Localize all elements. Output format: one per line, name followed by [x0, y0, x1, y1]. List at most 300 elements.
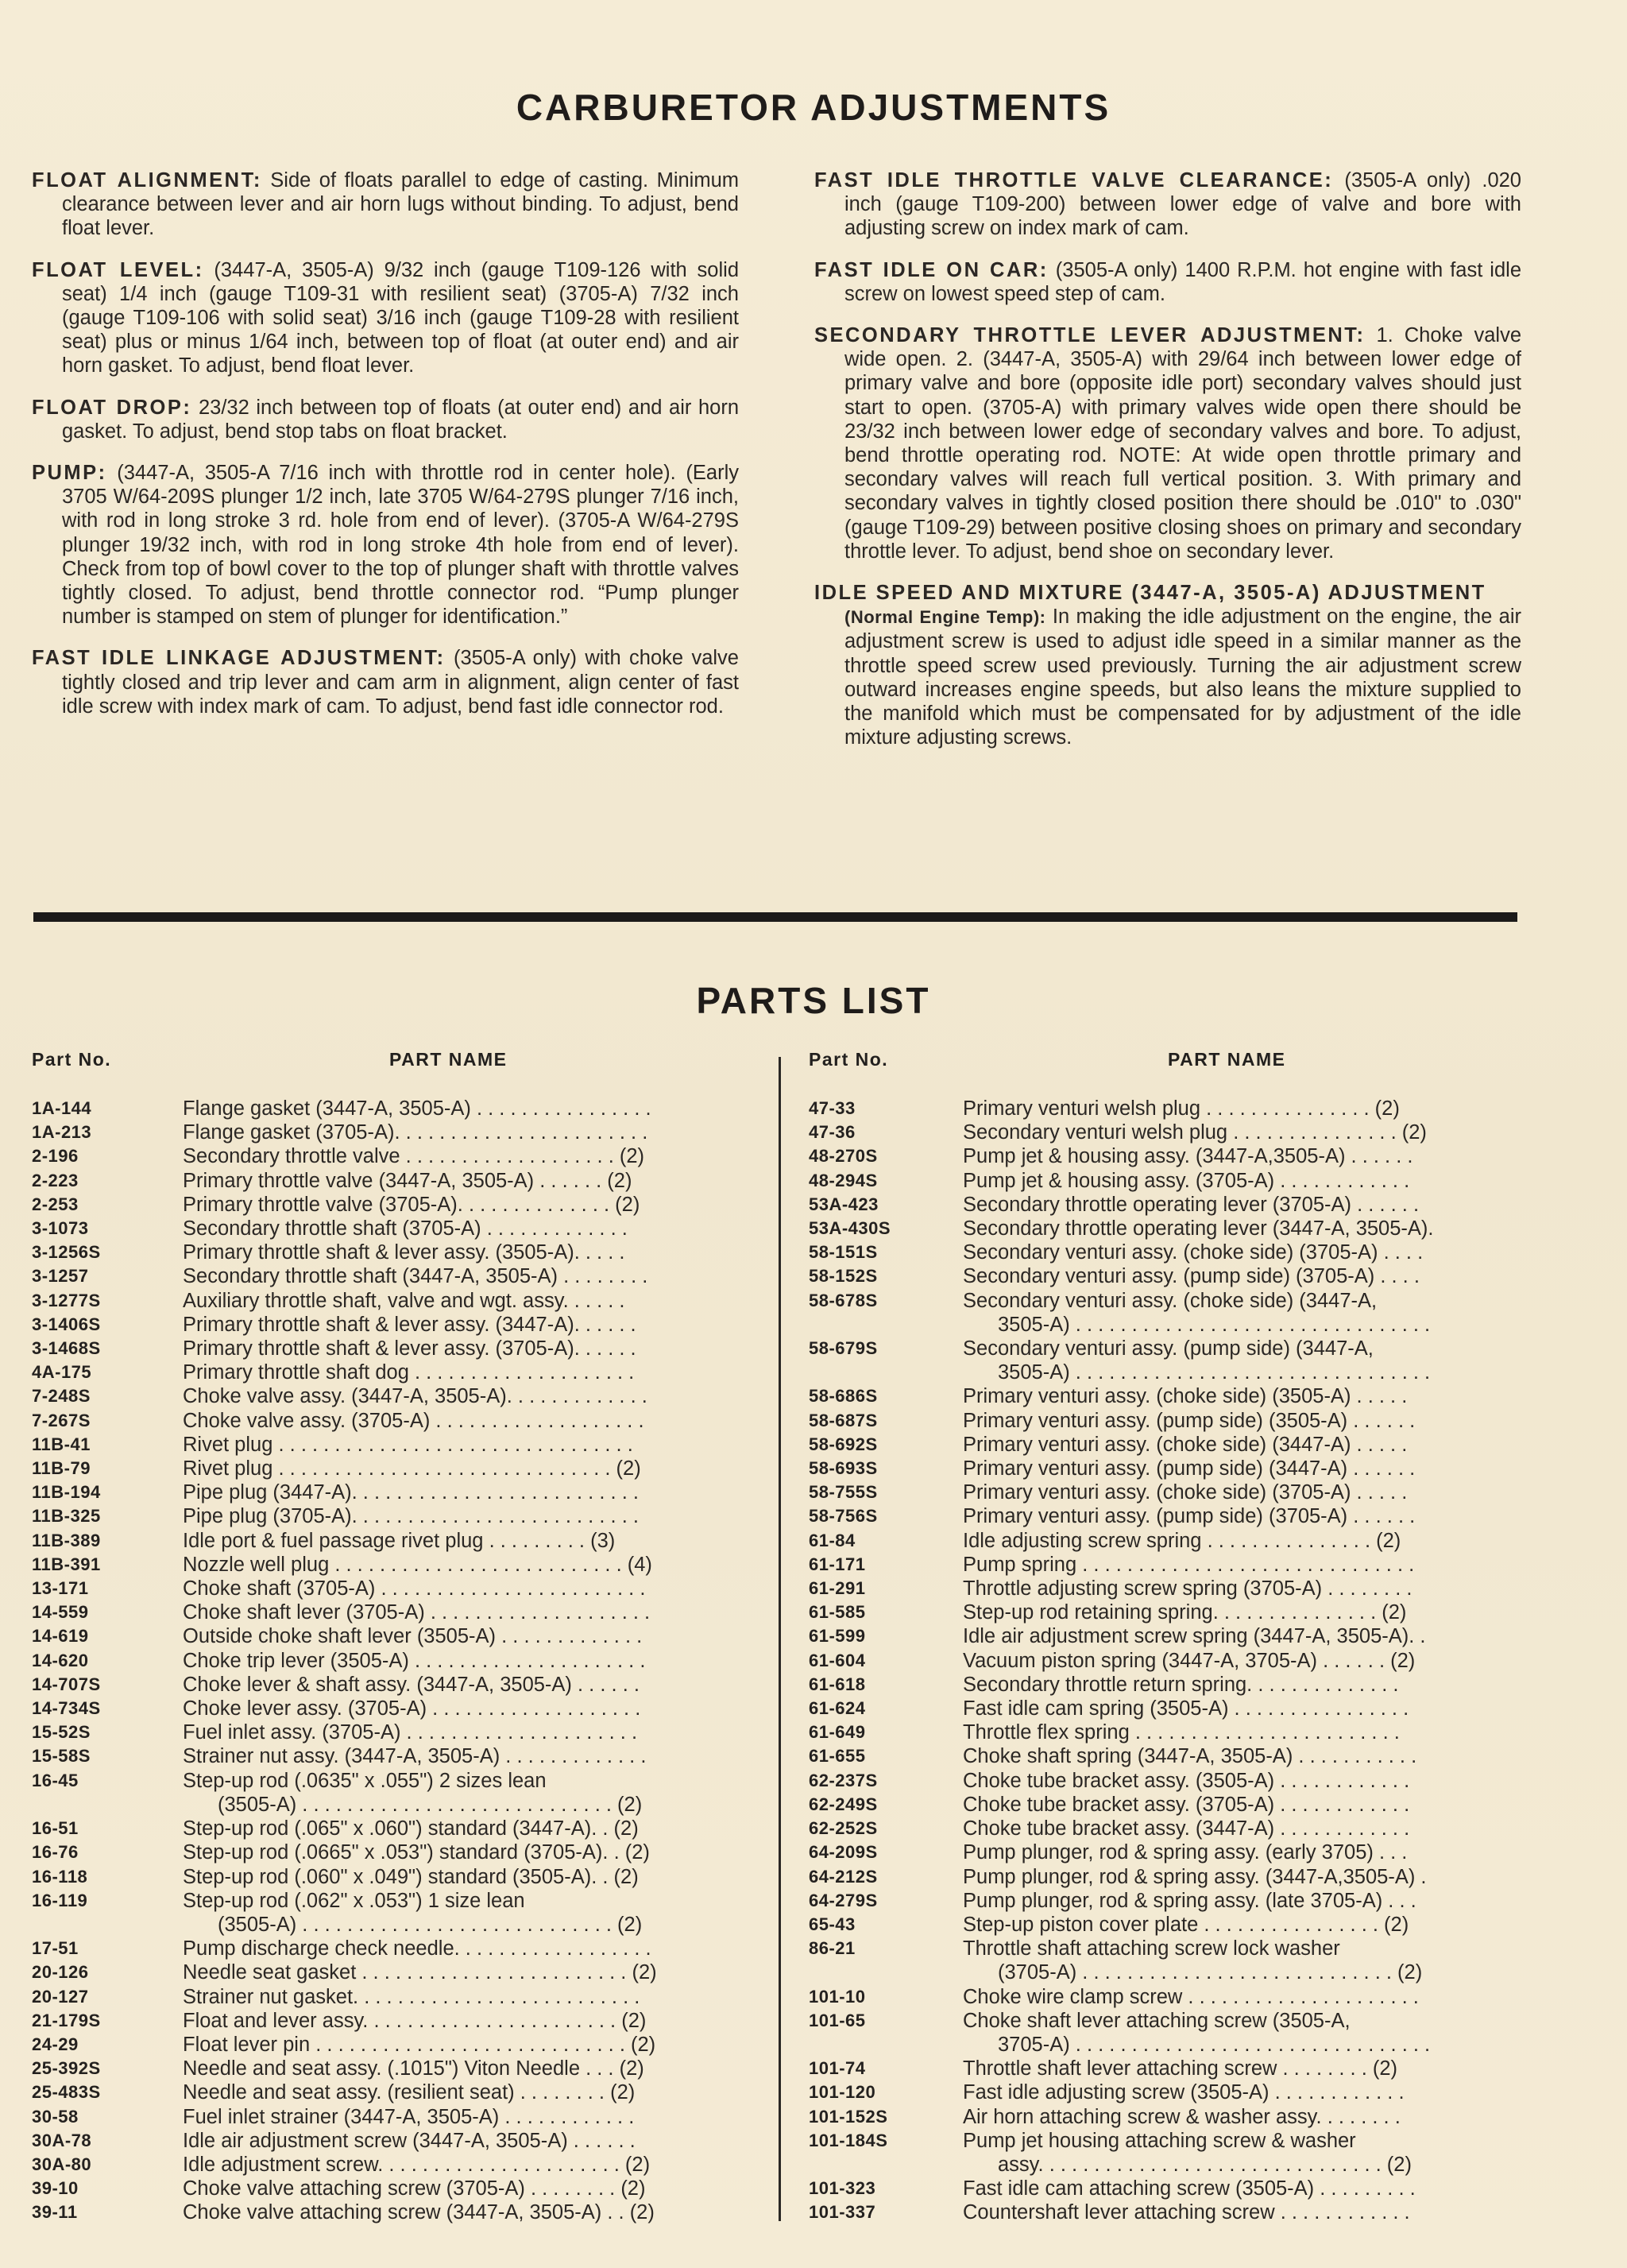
- part-name: [183, 1217, 747, 1240]
- part-name-line: Pump spring . . . . . . . . . . . . . . . . . . . . . . . . . . . . . .: [963, 1553, 1415, 1576]
- part-number: 61-649: [809, 1722, 866, 1743]
- part-name: [963, 1913, 1524, 1937]
- part-number: 7-267S: [32, 1410, 91, 1430]
- part-name-line: Choke valve assy. (3447-A, 3505-A). . . . . . . . . . . . .: [183, 1385, 647, 1408]
- part-number: 2-223: [32, 1170, 79, 1190]
- part-name: [183, 1817, 747, 1840]
- adjustment-text: 1. Choke valve wide open. 2. (3447-A, 3505-A) with 29/64 inch between lower edge of primary valve and bore (opposite idle port) secondary valves should just start to open. (3705-A) with primary valves wide open there should be 23/32 inch between lower edge of secondary valves and bore. To adjust, bend throttle operating rod. NOTE: At wide open throttle primary and secondary valves will reach full vertical position. 3. With primary and secondary valves in tightly closed position there should be .010" to .030" (gauge T109-29) between positive closing shoes on primary and secondary throttle lever. To adjust, bend shoe on secondary lever.: [844, 324, 1521, 563]
- parts-row: [32, 1624, 747, 1648]
- parts-row: [809, 2105, 1524, 2129]
- part-name: [183, 1337, 747, 1360]
- part-number: 11B-391: [32, 1554, 101, 1574]
- parts-row: [32, 1217, 747, 1240]
- part-name-line: Outside choke shaft lever (3505-A) . . . . . . . . . . . . .: [183, 1625, 643, 1648]
- section-divider-rule: [33, 912, 1517, 922]
- part-name-line: Choke valve attaching screw (3447-A, 3505-A) . . (2): [183, 2201, 655, 2224]
- part-name-line: Step-up rod retaining spring. . . . . . . . . . . . . . . (2): [963, 1601, 1407, 1624]
- adjustment-label: FLOAT LEVEL:: [32, 258, 204, 281]
- parts-row: [809, 1193, 1524, 1217]
- parts-row: [809, 1384, 1524, 1408]
- part-name: [963, 2105, 1524, 2129]
- adjustment-label: PUMP:: [32, 462, 107, 485]
- parts-row: [809, 1457, 1524, 1480]
- part-name: [963, 2080, 1524, 2104]
- parts-row: [809, 1409, 1524, 1433]
- part-name: [183, 1960, 747, 1984]
- part-name: [963, 2200, 1524, 2224]
- part-name-line: Choke lever & shaft assy. (3447-A, 3505-A) . . . . . .: [183, 1673, 640, 1696]
- part-number: 58-755S: [809, 1482, 878, 1503]
- right-part-name-header: PART NAME: [1168, 1049, 1286, 1070]
- part-name: [963, 1289, 1524, 1337]
- part-name: [183, 2200, 747, 2224]
- part-number: 61-171: [809, 1554, 866, 1574]
- parts-row: [32, 1289, 747, 1313]
- part-name: [963, 1457, 1524, 1480]
- parts-list-right: [809, 1097, 1524, 2225]
- part-name-line: Nozzle well plug . . . . . . . . . . . . . . . . . . . . . . . . . . (4): [183, 1553, 652, 1576]
- part-name: [183, 2177, 747, 2200]
- part-name: [183, 1480, 747, 1504]
- parts-row: [32, 1960, 747, 1984]
- part-name-line: Pump discharge check needle. . . . . . . . . . . . . . . . . .: [183, 1937, 651, 1960]
- adjustment-text: (3505-A only) 1400 R.P.M. hot engine with fast idle screw on lowest speed step of cam.: [844, 258, 1521, 305]
- part-name-line: Step-up rod (.065" x .060") standard (3447-A). . (2): [183, 1817, 639, 1840]
- part-name-line: Throttle adjusting screw spring (3705-A) . . . . . . . .: [963, 1577, 1413, 1600]
- parts-row: [32, 1720, 747, 1744]
- part-number: 14-619: [32, 1626, 89, 1647]
- part-name-line: Secondary throttle shaft (3447-A, 3505-A) . . . . . . . .: [183, 1265, 648, 1288]
- part-name: [963, 1624, 1524, 1648]
- part-number: 39-10: [32, 2178, 79, 2199]
- parts-row: [809, 1120, 1524, 1144]
- parts-list-title: PARTS LIST: [696, 980, 931, 1021]
- part-name: [963, 1529, 1524, 1553]
- adjustment-paragraph: [32, 461, 739, 629]
- part-name-line: Step-up rod (.0635" x .055") 2 sizes lean: [183, 1769, 547, 1792]
- part-number: 30-58: [32, 2106, 79, 2127]
- parts-row: [32, 1553, 747, 1577]
- part-number: 61-618: [809, 1674, 866, 1694]
- part-name-line: Pump plunger, rod & spring assy. (late 3705-A) . . .: [963, 1889, 1416, 1912]
- part-number: 3-1073: [32, 1218, 89, 1239]
- left-part-name-header: PART NAME: [389, 1049, 508, 1070]
- part-name: [963, 2177, 1524, 2200]
- parts-row: [809, 1985, 1524, 2009]
- part-name-line: Fuel inlet strainer (3447-A, 3505-A) . . . . . . . . . . . .: [183, 2105, 635, 2128]
- part-name: [183, 1865, 747, 1889]
- parts-row: [809, 1504, 1524, 1528]
- part-number: 61-655: [809, 1746, 866, 1767]
- part-number: 3-1277S: [32, 1290, 101, 1310]
- part-name: [963, 1409, 1524, 1433]
- part-name: [183, 1600, 747, 1624]
- part-name-line: Choke shaft lever attaching screw (3505-A,: [963, 2009, 1351, 2032]
- part-name-line: Fast idle cam spring (3505-A) . . . . . . . . . . . . . . . .: [963, 1697, 1409, 1720]
- part-name-line: Primary venturi assy. (pump side) (3447-A) . . . . . .: [963, 1457, 1416, 1480]
- parts-row: [809, 1480, 1524, 1504]
- part-name-line: Step-up rod (.0665" x .053") standard (3705-A). . (2): [183, 1841, 650, 1864]
- part-name-line: Vacuum piston spring (3447-A, 3705-A) . . . . . . (2): [963, 1649, 1416, 1672]
- part-number: 64-279S: [809, 1890, 878, 1910]
- part-number: 61-604: [809, 1650, 866, 1670]
- part-name: [183, 1889, 747, 1937]
- part-name: [963, 1120, 1524, 1144]
- part-name-line: Strainer nut assy. (3447-A, 3505-A) . . . . . . . . . . . . .: [183, 1745, 647, 1768]
- part-number: 48-270S: [809, 1146, 878, 1167]
- part-name-line: Throttle shaft attaching screw lock washer: [963, 1937, 1340, 1960]
- part-name: [963, 1889, 1524, 1913]
- part-name: [963, 1720, 1524, 1744]
- part-number: 21-179S: [32, 2010, 101, 2030]
- part-name-line: Idle air adjustment screw spring (3447-A, 3505-A). .: [963, 1625, 1426, 1648]
- part-number: 101-184S: [809, 2130, 888, 2150]
- part-name-line: Primary throttle shaft & lever assy. (3705-A). . . . . .: [183, 1337, 636, 1360]
- part-name-line: Primary throttle shaft & lever assy. (3447-A). . . . . .: [183, 1313, 636, 1336]
- parts-row: [32, 1264, 747, 1288]
- part-number: 25-483S: [32, 2082, 101, 2103]
- part-number: 62-249S: [809, 1794, 878, 1814]
- part-name: [183, 2057, 747, 2080]
- adjustment-label: FAST IDLE LINKAGE ADJUSTMENT:: [32, 647, 446, 670]
- part-name-line: Pump jet & housing assy. (3705-A) . . . . . . . . . . . .: [963, 1169, 1410, 1192]
- adjustment-paragraph: [32, 646, 739, 718]
- part-number: 61-624: [809, 1698, 866, 1719]
- part-name: [183, 1937, 747, 1960]
- part-number: 13-171: [32, 1578, 89, 1599]
- adjustment-text: In making the idle adjustment on the engine, the air adjustment screw is used to adjust idle speed in a similar manner as the throttle speed screw used previously. Turning the air adjustment screw outward increases engine speeds, but also leans the mixture supplied to the manifold which must be compensated for by adjustment of the idle mixture adjusting screws.: [844, 606, 1521, 749]
- part-name-line: Choke tube bracket assy. (3447-A) . . . . . . . . . . . .: [963, 1817, 1410, 1840]
- part-name-line: Choke valve attaching screw (3705-A) . . . . . . . . (2): [183, 2177, 646, 2200]
- part-number: 16-76: [32, 1842, 79, 1863]
- part-name-line: Idle adjusting screw spring . . . . . . . . . . . . . . . (2): [963, 1529, 1401, 1552]
- part-number: 2-253: [32, 1194, 79, 1214]
- part-number: 11B-194: [32, 1482, 101, 1503]
- parts-row: [32, 2033, 747, 2057]
- parts-row: [32, 2129, 747, 2153]
- part-name-line: Needle seat gasket . . . . . . . . . . . . . . . . . . . . . . . . (2): [183, 1961, 657, 1984]
- parts-row: [32, 1120, 747, 1144]
- parts-row: [32, 1889, 747, 1937]
- part-name-line: Secondary throttle return spring. . . . . . . . . . . . . .: [963, 1673, 1399, 1696]
- part-name: [963, 1744, 1524, 1768]
- parts-row: [809, 1840, 1524, 1864]
- adjustments-left-column: [32, 168, 739, 736]
- part-name: [183, 1577, 747, 1600]
- part-number: 11B-79: [32, 1458, 91, 1479]
- part-name: [963, 2129, 1524, 2177]
- part-name-line: Choke valve assy. (3705-A) . . . . . . . . . . . . . . . . . . .: [183, 1409, 644, 1432]
- part-number: 30A-80: [32, 2154, 92, 2174]
- part-name-line: Primary venturi assy. (choke side) (3447-A) . . . . .: [963, 1433, 1408, 1456]
- part-number: 4A-175: [32, 1362, 92, 1383]
- adjustment-paragraph: [814, 168, 1521, 241]
- parts-row: [32, 1504, 747, 1528]
- part-number: 101-74: [809, 2058, 866, 2079]
- part-name-line: Float lever pin . . . . . . . . . . . . . . . . . . . . . . . . . . . . (2): [183, 2033, 656, 2056]
- part-number: 14-559: [32, 1602, 89, 1623]
- parts-row: [32, 1840, 747, 1864]
- parts-row: [32, 1097, 747, 1120]
- part-name: [963, 1840, 1524, 1864]
- part-name-line: 3705-A) . . . . . . . . . . . . . . . . . . . . . . . . . . . . . . . .: [998, 2033, 1431, 2056]
- part-name-line: Step-up piston cover plate . . . . . . . . . . . . . . . . (2): [963, 1913, 1409, 1936]
- part-name-line: Rivet plug . . . . . . . . . . . . . . . . . . . . . . . . . . . . . . (2): [183, 1457, 641, 1480]
- part-name: [963, 1144, 1524, 1168]
- part-number: 20-126: [32, 1962, 89, 1983]
- part-name: [183, 1840, 747, 1864]
- page-title: CARBURETOR ADJUSTMENTS: [516, 87, 1111, 128]
- part-name: [963, 1264, 1524, 1288]
- parts-row: [809, 1744, 1524, 1768]
- part-number: 1A-144: [32, 1098, 92, 1118]
- part-name-line: Rivet plug . . . . . . . . . . . . . . . . . . . . . . . . . . . . . . . .: [183, 1433, 633, 1456]
- part-number: 14-734S: [32, 1698, 101, 1719]
- adjustment-paragraph: [814, 581, 1521, 749]
- part-name: [963, 1433, 1524, 1457]
- part-name-line: Step-up rod (.062" x .053") 1 size lean: [183, 1889, 525, 1912]
- part-name: [183, 2129, 747, 2153]
- parts-row: [809, 1865, 1524, 1889]
- part-name-line: Primary venturi assy. (choke side) (3705-A) . . . . .: [963, 1481, 1408, 1504]
- part-number: 61-599: [809, 1626, 866, 1647]
- adjustment-text: (3447-A, 3505-A) 9/32 inch (gauge T109-126 with solid seat) 1/4 inch (gauge T109-31 with resilient seat) (3705-A) 7/32 inch (gauge T109-106 with solid seat) 3/16 inch (gauge T109-28 with resilient seat) plus or minus 1/64 inch, between top of float (at outer end) and air horn gasket. To adjust, bend float lever.: [62, 258, 739, 377]
- part-name-line: Secondary throttle operating lever (3447-A, 3505-A).: [963, 1217, 1434, 1240]
- adjustment-label: IDLE SPEED AND MIXTURE (3447-A, 3505-A) ADJUSTMENT: [814, 582, 1486, 605]
- part-name-line: Pump plunger, rod & spring assy. (early 3705) . . .: [963, 1841, 1408, 1864]
- parts-row: [809, 1769, 1524, 1793]
- part-name: [963, 1480, 1524, 1504]
- right-part-no-header: Part No.: [809, 1049, 889, 1070]
- part-number: 61-585: [809, 1602, 866, 1623]
- part-number: 16-118: [32, 1866, 88, 1887]
- parts-row: [32, 1649, 747, 1673]
- part-name-line: Flange gasket (3705-A). . . . . . . . . . . . . . . . . . . . . . .: [183, 1121, 648, 1144]
- part-name: [183, 1744, 747, 1768]
- part-number: 16-51: [32, 1818, 79, 1839]
- part-number: 30A-78: [32, 2130, 92, 2150]
- part-number: 11B-389: [32, 1530, 101, 1550]
- part-name: [183, 1240, 747, 1264]
- part-number: 7-248S: [32, 1386, 91, 1407]
- parts-row: [809, 2200, 1524, 2224]
- parts-row: [809, 1793, 1524, 1817]
- part-number: 65-43: [809, 1914, 856, 1934]
- part-name: [183, 1193, 747, 1217]
- part-name: [183, 2080, 747, 2104]
- parts-row: [809, 1529, 1524, 1553]
- part-name: [963, 2057, 1524, 2080]
- part-name-line: 3505-A) . . . . . . . . . . . . . . . . . . . . . . . . . . . . . . . .: [998, 1313, 1431, 1336]
- part-name: [963, 1384, 1524, 1408]
- left-part-no-header: Part No.: [32, 1049, 112, 1070]
- part-name-line: Choke trip lever (3505-A) . . . . . . . . . . . . . . . . . . . . .: [183, 1649, 646, 1672]
- part-name-line: Float and lever assy. . . . . . . . . . . . . . . . . . . . . . . (2): [183, 2009, 647, 2032]
- part-number: 101-10: [809, 1986, 866, 2007]
- part-name-line: Primary throttle valve (3447-A, 3505-A) . . . . . . (2): [183, 1169, 632, 1192]
- part-number: 2-196: [32, 1146, 79, 1167]
- part-name: [183, 1384, 747, 1408]
- parts-row: [32, 2080, 747, 2104]
- parts-row: [32, 1384, 747, 1408]
- adjustment-paragraph: [32, 258, 739, 378]
- adjustment-text: Side of floats parallel to edge of casting. Minimum clearance between lever and air horn lugs without binding. To adjust, bend float lever.: [62, 169, 739, 240]
- parts-row: [32, 1480, 747, 1504]
- adjustment-paragraph: [814, 323, 1521, 563]
- parts-row: [32, 1169, 747, 1193]
- part-name-line: Idle adjustment screw. . . . . . . . . . . . . . . . . . . . . . (2): [183, 2153, 651, 2176]
- part-number: 101-323: [809, 2178, 876, 2199]
- part-name: [963, 1985, 1524, 2009]
- parts-row: [32, 1240, 747, 1264]
- parts-row: [809, 1433, 1524, 1457]
- parts-row: [32, 1144, 747, 1168]
- part-name-line: Step-up rod (.060" x .049") standard (3505-A). . (2): [183, 1865, 639, 1888]
- part-name: [963, 1097, 1524, 1120]
- part-name: [183, 2009, 747, 2033]
- part-name-line: Fuel inlet assy. (3705-A) . . . . . . . . . . . . . . . . . . . . .: [183, 1721, 638, 1744]
- part-name-line: Secondary venturi assy. (choke side) (3705-A) . . . .: [963, 1241, 1424, 1264]
- part-name: [963, 1193, 1524, 1217]
- part-name-line: Choke shaft lever (3705-A) . . . . . . . . . . . . . . . . . . . .: [183, 1601, 651, 1624]
- part-name: [183, 1409, 747, 1433]
- part-number: 3-1256S: [32, 1242, 101, 1263]
- part-name: [183, 1624, 747, 1648]
- parts-row: [32, 1360, 747, 1384]
- part-number: 16-45: [32, 1770, 79, 1790]
- adjustments-right-column: [814, 168, 1521, 767]
- part-number: 25-392S: [32, 2058, 101, 2079]
- part-name-line: Air horn attaching screw & washer assy. . . . . . . .: [963, 2105, 1401, 2128]
- part-name: [963, 1769, 1524, 1793]
- part-name: [963, 1793, 1524, 1817]
- part-number: 61-291: [809, 1578, 866, 1599]
- parts-row: [809, 1600, 1524, 1624]
- parts-row: [32, 1937, 747, 1960]
- part-name-line: Secondary throttle operating lever (3705-A) . . . . . .: [963, 1193, 1420, 1216]
- part-number: 15-58S: [32, 1746, 91, 1767]
- part-name: [183, 1313, 747, 1337]
- parts-row: [32, 1744, 747, 1768]
- part-number: 58-152S: [809, 1266, 878, 1287]
- part-name-line: Primary throttle shaft dog . . . . . . . . . . . . . . . . . . . .: [183, 1361, 635, 1384]
- part-number: 61-84: [809, 1530, 856, 1550]
- part-name-line: Throttle shaft lever attaching screw . . . . . . . . (2): [963, 2057, 1398, 2080]
- parts-row: [809, 1697, 1524, 1720]
- part-name-line: Primary throttle valve (3705-A). . . . . . . . . . . . . . (2): [183, 1193, 640, 1216]
- parts-row: [32, 2200, 747, 2224]
- part-name-line: Pump jet housing attaching screw & washer: [963, 2129, 1356, 2152]
- part-name-line: Throttle flex spring . . . . . . . . . . . . . . . . . . . . . . . .: [963, 1721, 1400, 1744]
- part-number: 3-1406S: [32, 1314, 101, 1334]
- parts-row: [32, 2153, 747, 2177]
- parts-row: [32, 2057, 747, 2080]
- part-name: [183, 1504, 747, 1528]
- part-name: [963, 1649, 1524, 1673]
- part-name-line: Flange gasket (3447-A, 3505-A) . . . . . . . . . . . . . . . .: [183, 1097, 651, 1120]
- part-name-line: Fast idle adjusting screw (3505-A) . . . . . . . . . . . .: [963, 2081, 1405, 2104]
- part-name: [183, 1769, 747, 1817]
- parts-row: [32, 1577, 747, 1600]
- parts-row: [809, 1337, 1524, 1384]
- part-number: 11B-325: [32, 1506, 101, 1527]
- parts-row: [809, 1649, 1524, 1673]
- parts-list-left: [32, 1097, 747, 2225]
- part-number: 58-687S: [809, 1410, 878, 1430]
- part-name: [963, 1937, 1524, 1984]
- parts-row: [32, 2177, 747, 2200]
- adjustment-label: FLOAT ALIGNMENT:: [32, 169, 262, 192]
- adjustment-label: FAST IDLE ON CAR:: [814, 258, 1049, 281]
- part-name-line: Choke shaft (3705-A) . . . . . . . . . . . . . . . . . . . . . . . .: [183, 1577, 646, 1600]
- part-name-line: Pipe plug (3447-A). . . . . . . . . . . . . . . . . . . . . . . . . .: [183, 1481, 639, 1504]
- part-name: [183, 2105, 747, 2129]
- part-name: [963, 1697, 1524, 1720]
- part-number: 17-51: [32, 1938, 79, 1959]
- parts-row: [32, 1985, 747, 2009]
- part-name-line: Strainer nut gasket. . . . . . . . . . . . . . . . . . . . . . . . . .: [183, 1985, 640, 2008]
- part-number: 47-33: [809, 1098, 856, 1118]
- parts-row: [32, 1409, 747, 1433]
- part-number: 15-52S: [32, 1722, 91, 1743]
- parts-row: [32, 1769, 747, 1817]
- part-name: [183, 1673, 747, 1697]
- part-name-line: Idle port & fuel passage rivet plug . . . . . . . . . (3): [183, 1529, 616, 1552]
- part-number: 64-212S: [809, 1866, 878, 1887]
- parts-row: [809, 1937, 1524, 1984]
- part-name-line: Pump plunger, rod & spring assy. (3447-A,3505-A) .: [963, 1865, 1427, 1888]
- part-number: 48-294S: [809, 1170, 878, 1190]
- part-name-line: Pipe plug (3705-A). . . . . . . . . . . . . . . . . . . . . . . . . .: [183, 1505, 639, 1528]
- parts-row: [32, 1529, 747, 1553]
- parts-row: [32, 1337, 747, 1360]
- part-name: [183, 1169, 747, 1193]
- part-name-line: Choke wire clamp screw . . . . . . . . . . . . . . . . . . . . .: [963, 1985, 1419, 2008]
- parts-row: [809, 1624, 1524, 1648]
- parts-row: [809, 1097, 1524, 1120]
- part-name: [963, 1577, 1524, 1600]
- parts-row: [809, 1720, 1524, 1744]
- part-number: 64-209S: [809, 1842, 878, 1863]
- part-name: [963, 1240, 1524, 1264]
- parts-row: [32, 1313, 747, 1337]
- part-name: [963, 1169, 1524, 1193]
- adjustment-paragraph: [32, 168, 739, 241]
- part-name-line: Choke shaft spring (3447-A, 3505-A) . . . . . . . . . . .: [963, 1745, 1417, 1768]
- part-number: 58-693S: [809, 1458, 878, 1479]
- part-name-line: Secondary venturi assy. (pump side) (3705-A) . . . .: [963, 1265, 1420, 1288]
- parts-row: [809, 1240, 1524, 1264]
- part-name-line: Needle and seat assy. (resilient seat) . . . . . . . . (2): [183, 2081, 636, 2104]
- part-name: [963, 1217, 1524, 1240]
- parts-row: [32, 2009, 747, 2033]
- part-number: 86-21: [809, 1938, 856, 1959]
- parts-row: [32, 1817, 747, 1840]
- part-name-line: Secondary venturi welsh plug . . . . . . . . . . . . . . . (2): [963, 1121, 1427, 1144]
- part-name: [183, 1144, 747, 1168]
- adjustment-label: FAST IDLE THROTTLE VALVE CLEARANCE:: [814, 169, 1334, 192]
- part-name-line: Choke lever assy. (3705-A) . . . . . . . . . . . . . . . . . . .: [183, 1697, 641, 1720]
- part-name: [963, 1817, 1524, 1840]
- part-number: 3-1257: [32, 1266, 89, 1287]
- part-name-line: Primary venturi welsh plug . . . . . . . . . . . . . . . (2): [963, 1097, 1400, 1120]
- part-number: 53A-423: [809, 1194, 879, 1214]
- part-name: [183, 1264, 747, 1288]
- part-number: 39-11: [32, 2202, 78, 2223]
- part-name-line: (3705-A) . . . . . . . . . . . . . . . . . . . . . . . . . . . . (2): [998, 1961, 1423, 1984]
- part-name: [183, 1553, 747, 1577]
- part-name: [963, 1337, 1524, 1384]
